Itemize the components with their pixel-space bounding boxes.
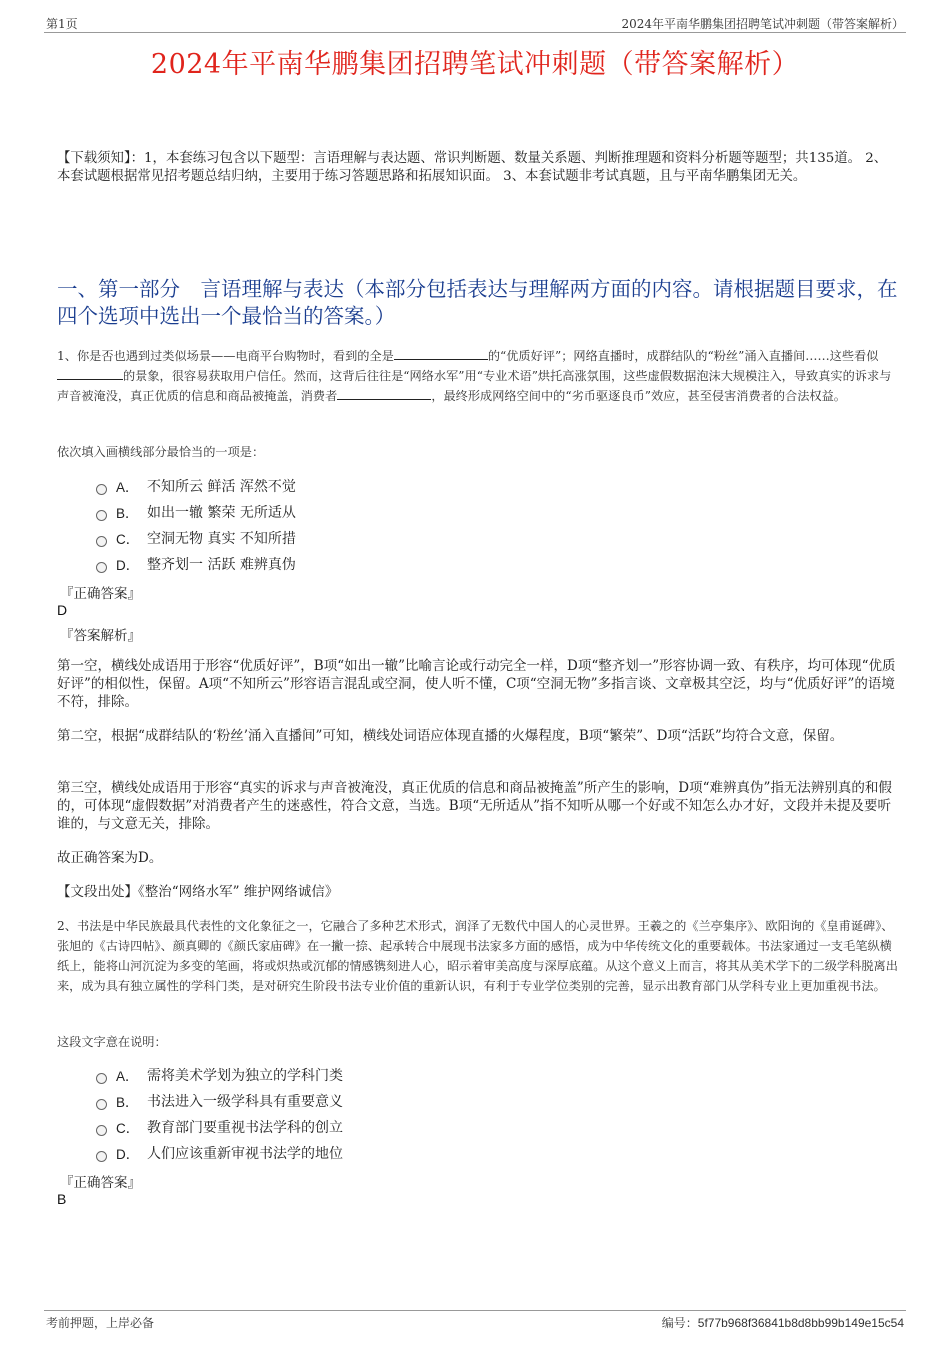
radio-icon[interactable] <box>96 536 107 547</box>
download-notice: 【下载须知】：1，本套练习包含以下题型：言语理解与表达题、常识判断题、数量关系题、判断推理题和资料分析题等题型；共135道。 2、本套试题根据常见招考题总结归纳，主要用于练习答题思路和拓展知识面。 3、本套试题非考试真题，且与平南华鹏集团无关。 <box>57 151 888 184</box>
radio-icon[interactable] <box>96 562 107 573</box>
question-1-option-c[interactable]: C． 空洞无物 真实 不知所措 <box>96 528 296 548</box>
section-heading: 一、第一部分 言语理解与表达（本部分包括表达与理解两方面的内容。请根据题目要求，在四个选项中选出一个最恰当的答案。） <box>57 277 898 328</box>
footer-slogan: 考前押题，上岸必备 <box>46 1316 155 1330</box>
question-1-conclusion: 故正确答案为D。 <box>57 850 163 866</box>
answer-blank <box>394 347 488 360</box>
question-1-answer: D <box>57 602 68 618</box>
page-number: 第1页 <box>46 17 78 31</box>
question-2-option-b[interactable]: B． 书法进入一级学科具有重要意义 <box>96 1091 343 1111</box>
question-2-option-c[interactable]: C． 教育部门要重视书法学科的创立 <box>96 1117 343 1137</box>
radio-icon[interactable] <box>96 1125 107 1136</box>
question-1-text: 1、你是否也遇到过类似场景——电商平台购物时，看到的全是 的“优质好评”；网络直播时，成群结队的“粉丝”涌入直播间……这些看似的景象，很容易获取用户信任。然而，这背后往往是“网络水军”用“专业术语”烘托高涨氛围，这些虚假数据泡沫大规模注入，导致真实的诉求与声音被淹没，真正优质的信息和商品被掩盖，消费者 ，最终形成网络空间中的“劣币驱逐良币”效应，甚至侵害消费者的合法权益。 <box>57 349 892 403</box>
question-1-answer-label: 『正确答案』 <box>60 586 141 602</box>
question-2-option-d[interactable]: D． 人们应该重新审视书法学的地位 <box>96 1143 343 1163</box>
radio-icon[interactable] <box>96 1151 107 1162</box>
question-1-option-b[interactable]: B． 如出一辙 繁荣 无所适从 <box>96 502 296 522</box>
question-1-option-a[interactable]: A． 不知所云 鲜活 浑然不觉 <box>96 476 296 496</box>
question-1-analysis-paragraph: 第二空，根据“成群结队的‘粉丝’涌入直播间”可知，横线处词语应体现直播的火爆程度，B项“繁荣”、D项“活跃”均符合文意，保留。 <box>57 728 844 744</box>
radio-icon[interactable] <box>96 1073 107 1084</box>
question-2-answer-label: 『正确答案』 <box>60 1175 141 1191</box>
question-2-prompt: 这段文字意在说明： <box>57 1035 167 1049</box>
question-1-prompt: 依次填入画横线部分最恰当的一项是： <box>57 445 265 459</box>
header-doc-title: 2024年平南华鹏集团招聘笔试冲刺题（带答案解析） <box>621 17 904 31</box>
question-1-source: 【文段出处】《整治“网络水军” 维护网络诚信》 <box>57 884 339 900</box>
radio-icon[interactable] <box>96 1099 107 1110</box>
question-1-analysis-label: 『答案解析』 <box>60 628 141 644</box>
question-2-option-a[interactable]: A． 需将美术学划为独立的学科门类 <box>96 1065 343 1085</box>
radio-icon[interactable] <box>96 484 107 495</box>
answer-blank <box>337 387 431 400</box>
question-1-analysis-paragraph: 第三空，横线处成语用于形容“真实的诉求与声音被淹没，真正优质的信息和商品被掩盖”所产生的影响，D项“难辨真伪”指无法辨别真的和假的，可体现“虚假数据”对消费者产生的迷惑性，符合文意，当选。B项“无所适从”指不知听从哪一个好或不知怎么办才好，文段并未提及要听谁的，与文意无关，排除。 <box>57 780 892 832</box>
document-title: 2024年平南华鹏集团招聘笔试冲刺题（带答案解析） <box>150 49 800 80</box>
page-header <box>44 14 906 33</box>
question-1-option-d[interactable]: D． 整齐划一 活跃 难辨真伪 <box>96 554 296 574</box>
question-2-text: 2、书法是中华民族最具代表性的文化象征之一，它融合了多种艺术形式，润泽了无数代中国人的心灵世界。王羲之的《兰亭集序》、欧阳询的《皇甫诞碑》、张旭的《古诗四帖》、颜真卿的《颜氏家庙碑》在一撇一捺、起承转合中展现书法家多方面的感悟，成为中华传统文化的重要载体。书法家通过一支毛笔纵横纸上，能将山河沉淀为多变的笔画，将或炽热或沉郁的情感镌刻进人心，昭示着审美高度与深厚底蕴。从这个意义上而言，将其从美术学下的二级学科脱离出来，成为具有独立属性的学科门类，是对研究生阶段书法专业价值的重新认识，有利于专业学位类别的完善，显示出教育部门从学科专业上更加重视书法。 <box>57 919 898 993</box>
footer-doc-code: 编号：5f77b968f36841b8d8bb99b149e15c54 <box>661 1316 904 1330</box>
question-2-answer: B <box>57 1191 67 1207</box>
page-footer <box>44 1310 906 1331</box>
question-1-analysis-paragraph: 第一空，横线处成语用于形容“优质好评”，B项“如出一辙”比喻言论或行动完全一样，D项“整齐划一”形容协调一致、有秩序，均可体现“优质好评”的相似性，保留。A项“不知所云”形容语言混乱或空洞，使人听不懂，C项“空洞无物”多指言谈、文章极其空泛，均与“优质好评”的语境不符，排除。 <box>57 658 896 710</box>
radio-icon[interactable] <box>96 510 107 521</box>
answer-blank <box>57 367 123 380</box>
